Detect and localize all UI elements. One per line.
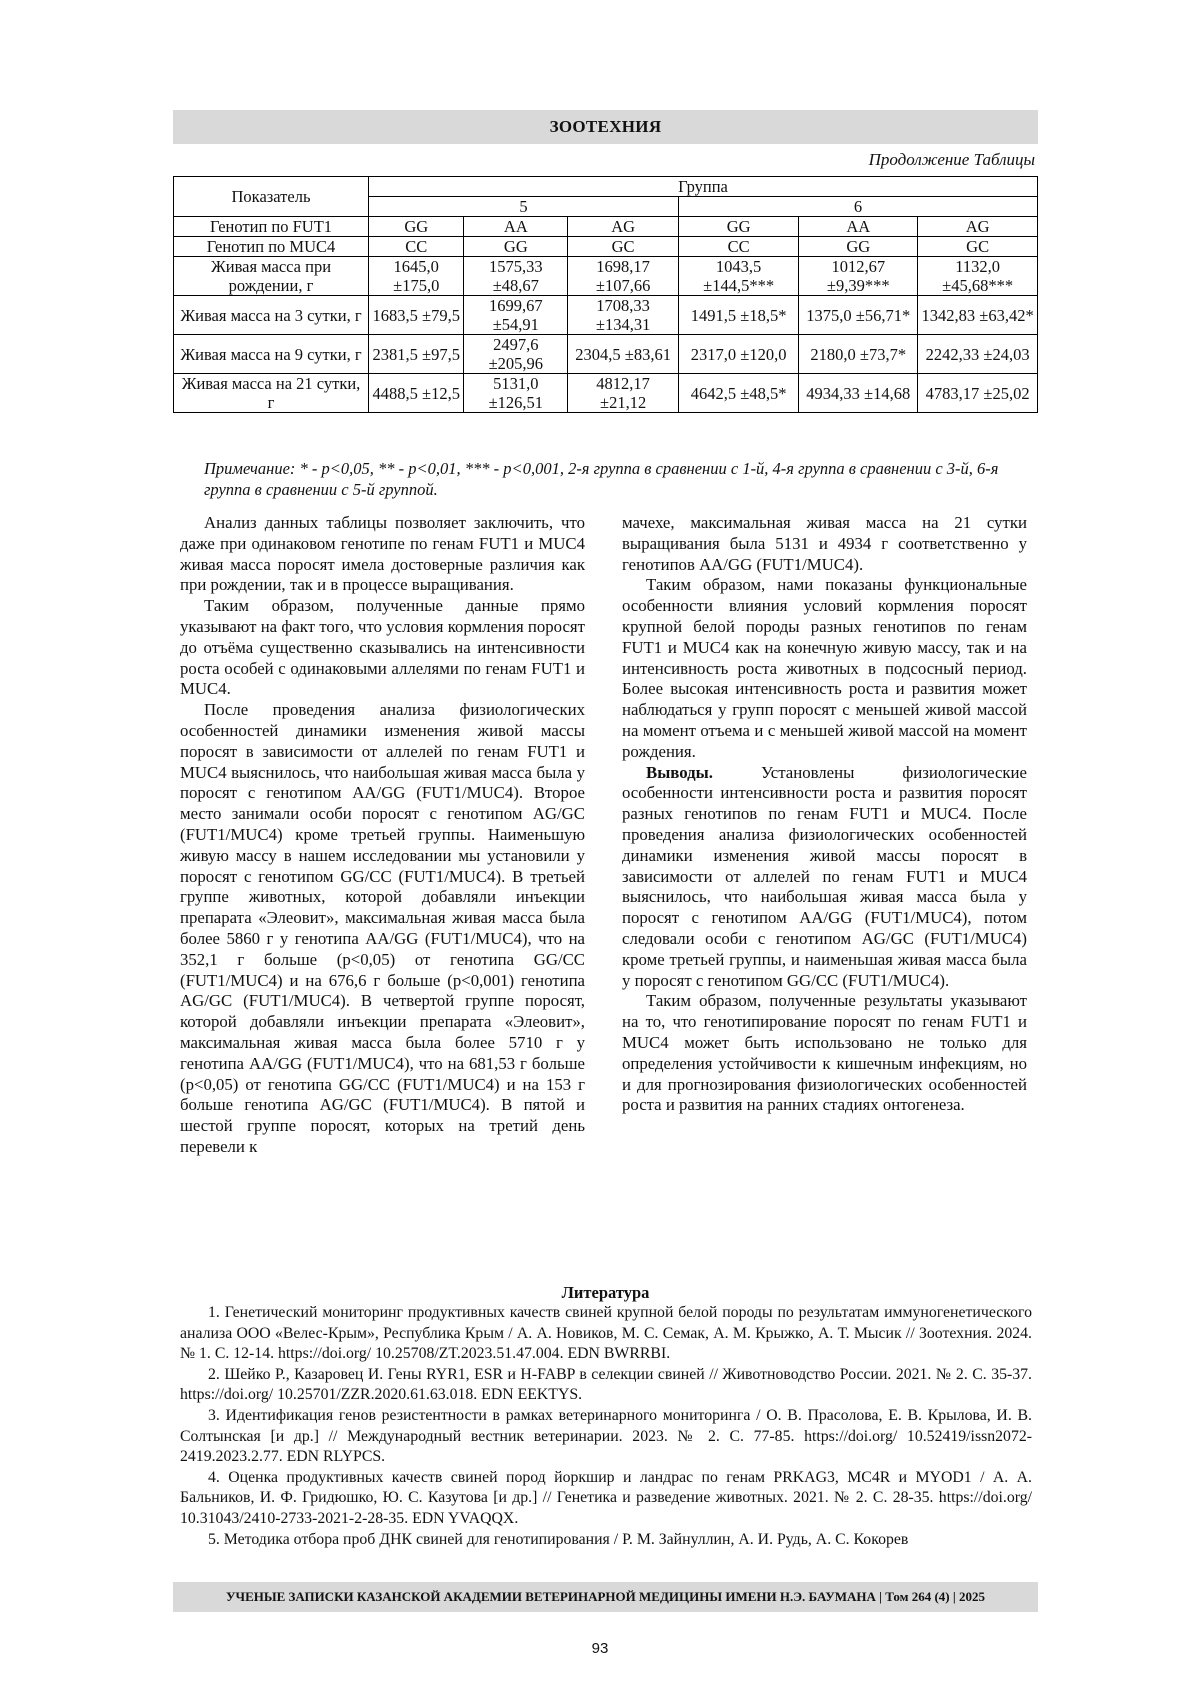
reference-item: 2. Шейко Р., Казаровец И. Гены RYR1, ESR и H-FABP в селекции свиней // Животноводство России. 2021. № 2. С. 35-37. https://doi.org/ 10.25701/ZZR.2020.61.63.018. EDN EEKTYS. <box>180 1365 1032 1404</box>
table-cell: 2242,33 ±24,03 <box>918 335 1038 374</box>
table-row <box>174 335 1038 374</box>
table-cell: 1698,17 ±107,66 <box>568 257 679 296</box>
table-cell: 1683,5 ±79,5 <box>369 296 464 335</box>
table-cell: CC <box>369 237 464 257</box>
table-row <box>174 237 1038 257</box>
table-cell: AG <box>918 217 1038 237</box>
conclusions-label: Выводы. <box>646 762 713 782</box>
table-cell: 1342,83 ±63,42* <box>918 296 1038 335</box>
row-label: Живая масса при рождении, г <box>174 257 369 296</box>
table-cell: 4488,5 ±12,5 <box>369 374 464 413</box>
paragraph: Таким образом, нами показаны функциональные особенности влияния условий кормления поросят крупной белой породы разных генотипов по генам FUT1 и MUC4 как на конечную живую массу, так и на интенсивность роста животных в подсосный период. Более высокая интенсивность роста и развития может наблюдаться у групп поросят с меньшей живой массой на момент отъема и с меньшей живой массой на момент рождения. <box>622 575 1027 761</box>
table-cell: 1375,0 ±56,71* <box>799 296 918 335</box>
results-table <box>173 176 1038 413</box>
table-cell: 1699,67 ±54,91 <box>464 296 568 335</box>
table-cell: AA <box>799 217 918 237</box>
references-title: Литература <box>561 1283 650 1302</box>
section-header <box>173 110 1038 144</box>
table-cell: GG <box>464 237 568 257</box>
reference-item: 5. Методика отбора проб ДНК свиней для генотипирования / Р. М. Зайнуллин, А. И. Рудь, А. С. Кокорев <box>208 1530 909 1548</box>
paragraph: Таким образом, полученные данные прямо указывают на факт того, что условия кормления поросят до отъёма существенно сказывались на интенсивности роста особей с одинаковыми аллелями по генам FUT1 и MUC4. <box>180 596 585 699</box>
paragraph: После проведения анализа физиологических особенностей динамики изменения живой массы поросят в зависимости от аллелей по генам FUT1 и MUC4 выяснилось, что наибольшая живая масса была у поросят с генотипом AA/GG (FUT1/MUC4). Второе место занимали особи поросят с генотипом AG/GC (FUT1/MUC4) кроме третьей группы. Наименьшую живую массу в нашем исследовании мы установили у поросят с генотипом GG/CC (FUT1/MUC4). В третьей группе животных, которой добавляли инъекции препарата «Элеовит», максимальная живая масса была более 5860 г у генотипа AA/GG (FUT1/MUC4), что на 352,1 г больше (p<0,05) от генотипа GG/CC (FUT1/MUC4) и на 676,6 г больше (p<0,001) генотипа AG/GC (FUT1/MUC4). В четвертой группе поросят, которой добавляли инъекции препарата «Элеовит», максимальная живая масса была более 5710 г у генотипа AA/GG (FUT1/MUC4), что на 681,53 г больше (p<0,05) от генотипа GG/CC (FUT1/MUC4) и на 153 г больше генотипа AG/GC (FUT1/MUC4). В пятой и шестой группе поросят, которых на третий день перевели к <box>180 700 585 1156</box>
section-title: ЗООТЕХНИЯ <box>549 117 662 136</box>
table-cell: GC <box>568 237 679 257</box>
table-cell: AA <box>464 217 568 237</box>
header-group: Группа <box>369 177 1038 197</box>
table-row <box>174 217 1038 237</box>
row-label: Живая масса на 21 сутки, г <box>174 374 369 413</box>
table-cell: 1575,33 ±48,67 <box>464 257 568 296</box>
body-column-left <box>180 513 585 1158</box>
conclusions-paragraph <box>622 763 1027 992</box>
paragraph: мачехе, максимальная живая масса на 21 сутки выращивания была 5131 и 4934 г соответственно у генотипов AA/GG (FUT1/MUC4). <box>622 513 1027 574</box>
header-indicator: Показатель <box>174 177 369 217</box>
table-cell: 4642,5 ±48,5* <box>679 374 799 413</box>
table-caption: Продолжение Таблицы <box>868 150 1035 169</box>
table-row <box>174 374 1038 413</box>
table-cell: AG <box>568 217 679 237</box>
table-cell: 2497,6 ±205,96 <box>464 335 568 374</box>
table-cell: GG <box>679 217 799 237</box>
paragraph: Анализ данных таблицы позволяет заключить, что даже при одинаковом генотипе по генам FUT1 и MUC4 живая масса поросят имела достоверные различия как при рождении, так и в процессе выращивания. <box>180 513 585 595</box>
table-cell: 4812,17 ±21,12 <box>568 374 679 413</box>
table-cell: 4934,33 ±14,68 <box>799 374 918 413</box>
table-cell: 1043,5 ±144,5*** <box>679 257 799 296</box>
table-cell: 5131,0 ±126,51 <box>464 374 568 413</box>
page-number: 93 <box>591 1640 609 1657</box>
table-cell: 1708,33 ±134,31 <box>568 296 679 335</box>
journal-footer <box>173 1582 1038 1612</box>
table-note: Примечание: * - p<0,05, ** - p<0,01, *** - p<0,001, 2-я группа в сравнении с 1-й, 4-я группа в сравнении с 3-й, 6-я группа в сравнении с 5-й группой. <box>204 459 999 499</box>
table-cell: 2317,0 ±120,0 <box>679 335 799 374</box>
table-cell: CC <box>679 237 799 257</box>
table-cell: 2304,5 ±83,61 <box>568 335 679 374</box>
row-label: Генотип по FUT1 <box>174 217 369 237</box>
table-cell: 1012,67 ±9,39*** <box>799 257 918 296</box>
table-cell: 1645,0 ±175,0 <box>369 257 464 296</box>
table-cell: GC <box>918 237 1038 257</box>
row-label: Генотип по MUC4 <box>174 237 369 257</box>
table-cell: 1132,0 ±45,68*** <box>918 257 1038 296</box>
table-cell: GG <box>369 217 464 237</box>
reference-item: 4. Оценка продуктивных качеств свиней пород йоркшир и ландрас по генам PRKAG3, MC4R и MYOD1 / А. А. Бальников, И. Ф. Гридюшко, Ю. С. Казутова [и др.] // Генетика и разведение животных. 2021. № 2. С. 28-35. https://doi.org/ 10.31043/2410-2733-2021-2-28-35. EDN YVAQQX. <box>180 1468 1032 1527</box>
table-cell: 2180,0 ±73,7* <box>799 335 918 374</box>
table-cell: 1491,5 ±18,5* <box>679 296 799 335</box>
body-column-right <box>622 513 1027 1116</box>
table-row <box>174 296 1038 335</box>
table-cell: 4783,17 ±25,02 <box>918 374 1038 413</box>
row-label: Живая масса на 9 сутки, г <box>174 335 369 374</box>
journal-footer-text: УЧЕНЫЕ ЗАПИСКИ КАЗАНСКОЙ АКАДЕМИИ ВЕТЕРИНАРНОЙ МЕДИЦИНЫ ИМЕНИ Н.Э. БАУМАНА | Том 264 (4) | 2025 <box>225 1589 985 1604</box>
reference-item: 1. Генетический мониторинг продуктивных качеств свиней крупной белой породы по результатам иммуногенетического анализа ООО «Велес-Крым», Республика Крым / А. А. Новиков, М. С. Семак, А. М. Крыжко, А. Т. Мысик // Зоотехния. 2024. № 1. С. 12-14. https://doi.org/ 10.25708/ZT.2023.51.47.004. EDN BWRRBI. <box>180 1304 1032 1363</box>
header-group-6: 6 <box>679 197 1038 217</box>
table-row <box>174 257 1038 296</box>
table-cell: 2381,5 ±97,5 <box>369 335 464 374</box>
conclusions-text: Установлены физиологические особенности интенсивности роста и развития поросят разных генотипов по генам FUT1 и MUC4. После проведения анализа физиологических особенностей динамики изменения живой массы поросят в зависимости от аллелей по генам FUT1 и MUC4 выяснилось, что наибольшая живая масса была у поросят с генотипом AA/GG (FUT1/MUC4), потом следовали особи с генотипом AG/GC (FUT1/MUC4) кроме третьей группы, и наименьшая живая масса была у поросят с генотипом GG/CC (FUT1/MUC4). <box>622 762 1027 990</box>
row-label: Живая масса на 3 сутки, г <box>174 296 369 335</box>
table-header-row <box>174 177 1038 197</box>
header-group-5: 5 <box>369 197 679 217</box>
paragraph: Таким образом, полученные результаты указывают на то, что генотипирование поросят по генам FUT1 и MUC4 может быть использовано не только для определения устойчивости к кишечным инфекциям, но и для прогнозирования физиологических особенностей роста и развития на ранних стадиях онтогенеза. <box>622 991 1027 1115</box>
references-list <box>180 1303 1032 1550</box>
table-cell: GG <box>799 237 918 257</box>
reference-item: 3. Идентификация генов резистентности в рамках ветеринарного мониторинга / О. В. Прасолова, Е. В. Крылова, И. В. Солтынская [и др.] // Международный вестник ветеринарии. 2023. № 2. С. 77-85. https://doi.org/ 10.52419/issn2072-2419.2023.2.77. EDN RLYPCS. <box>180 1406 1032 1466</box>
